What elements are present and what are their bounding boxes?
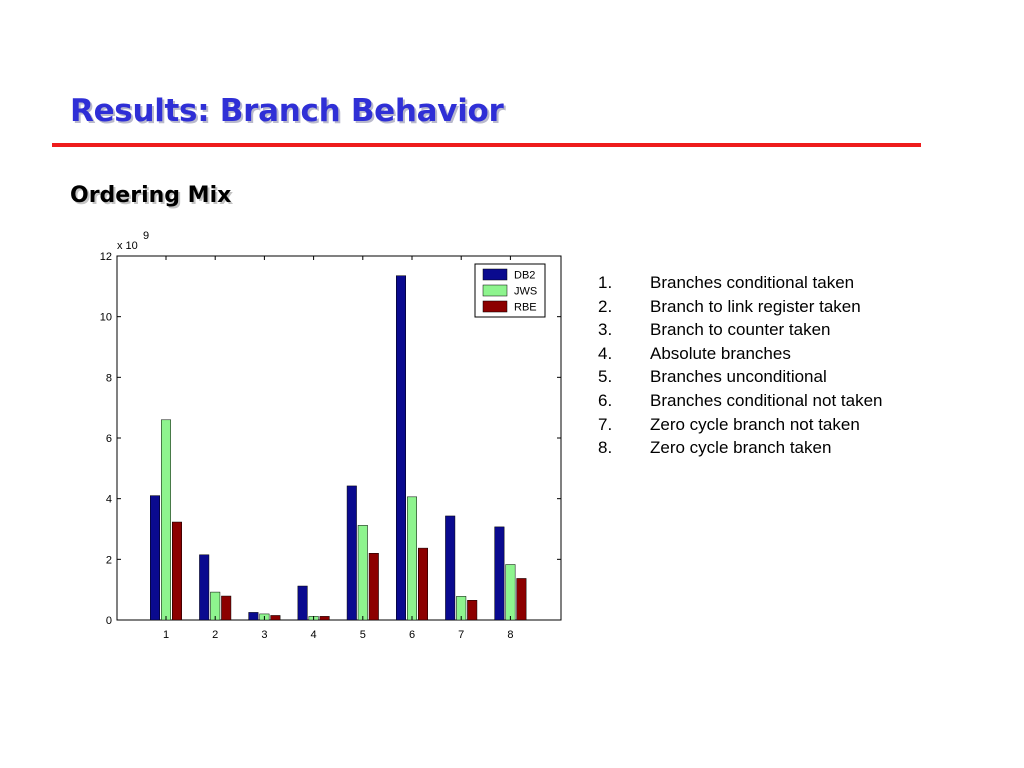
bar-db2 xyxy=(347,486,357,620)
x-tick-label: 6 xyxy=(408,629,416,641)
category-legend-list xyxy=(598,271,883,460)
item-number: 4. xyxy=(598,343,613,363)
bar-rbe xyxy=(221,596,231,620)
bar-jws xyxy=(407,497,417,620)
item-text: Absolute branches xyxy=(650,343,791,363)
x-tick-label: 1 xyxy=(162,629,170,641)
category-legend-item xyxy=(598,436,883,460)
y-tick-label: 0 xyxy=(105,615,112,627)
slide-title: Results: Branch Behavior xyxy=(70,93,504,129)
x-tick-label: 5 xyxy=(359,629,366,641)
bar-db2 xyxy=(495,527,505,620)
x-tick-label: 2 xyxy=(212,629,219,641)
item-number: 5. xyxy=(598,367,613,387)
bar-db2 xyxy=(199,555,209,620)
bar-jws xyxy=(358,525,368,620)
item-number: 7. xyxy=(598,414,613,434)
legend-swatch-rbe xyxy=(483,301,507,312)
item-text: Zero cycle branch taken xyxy=(650,438,832,458)
item-number: 2. xyxy=(598,296,613,316)
y-tick-label: 2 xyxy=(105,554,112,567)
item-text: Branches unconditional xyxy=(650,367,827,387)
y-tick-label: 10 xyxy=(99,311,112,324)
bar-rbe xyxy=(320,616,330,620)
y-tick-label: 8 xyxy=(105,372,112,385)
item-number: 6. xyxy=(598,390,613,410)
category-legend-item xyxy=(598,318,883,342)
category-legend-item xyxy=(598,295,883,319)
y-tick-label: 6 xyxy=(105,433,112,445)
bar-rbe xyxy=(172,522,182,620)
item-text: Branch to link register taken xyxy=(650,296,861,316)
bar-jws xyxy=(506,564,516,620)
category-legend-item xyxy=(598,271,883,295)
x-tick-label: 3 xyxy=(261,629,268,641)
bar-rbe xyxy=(467,600,477,620)
bar-rbe xyxy=(517,578,527,620)
bar-db2 xyxy=(150,496,160,620)
legend-label-db2: DB2 xyxy=(514,269,536,282)
bar-rbe xyxy=(369,553,379,620)
item-text: Branches conditional not taken xyxy=(650,390,883,410)
item-text: Zero cycle branch not taken xyxy=(650,414,860,434)
item-number: 3. xyxy=(598,320,613,340)
category-legend-item xyxy=(598,389,883,413)
y-tick-label: 12 xyxy=(99,251,112,263)
y-scale-label: x 10 xyxy=(117,240,138,252)
legend-swatch-jws xyxy=(483,285,507,296)
item-text: Branches conditional taken xyxy=(650,273,855,292)
bar-jws xyxy=(161,420,171,620)
item-text: Branch to counter taken xyxy=(650,320,831,340)
bar-db2 xyxy=(298,586,308,620)
category-legend-item xyxy=(598,413,883,437)
item-number: 8. xyxy=(598,438,613,458)
bar-db2 xyxy=(445,516,455,620)
legend-label-rbe: RBE xyxy=(514,301,537,314)
y-tick-label: 4 xyxy=(105,493,112,506)
slide-subtitle: Ordering Mix xyxy=(70,183,232,208)
bar-db2 xyxy=(249,612,259,620)
legend-label-jws: JWS xyxy=(514,285,538,298)
x-tick-label: 8 xyxy=(507,629,514,641)
bar-rbe xyxy=(271,615,281,620)
y-scale-exponent: 9 xyxy=(143,230,150,242)
x-tick-label: 7 xyxy=(458,629,465,641)
x-tick-label: 4 xyxy=(310,629,317,641)
bar-jws xyxy=(210,592,220,620)
legend-swatch-db2 xyxy=(483,269,507,280)
category-legend-item xyxy=(598,342,883,366)
item-number: 1. xyxy=(598,273,613,292)
category-legend-item xyxy=(598,365,883,389)
bar-db2 xyxy=(396,276,406,620)
bar-rbe xyxy=(418,548,428,620)
